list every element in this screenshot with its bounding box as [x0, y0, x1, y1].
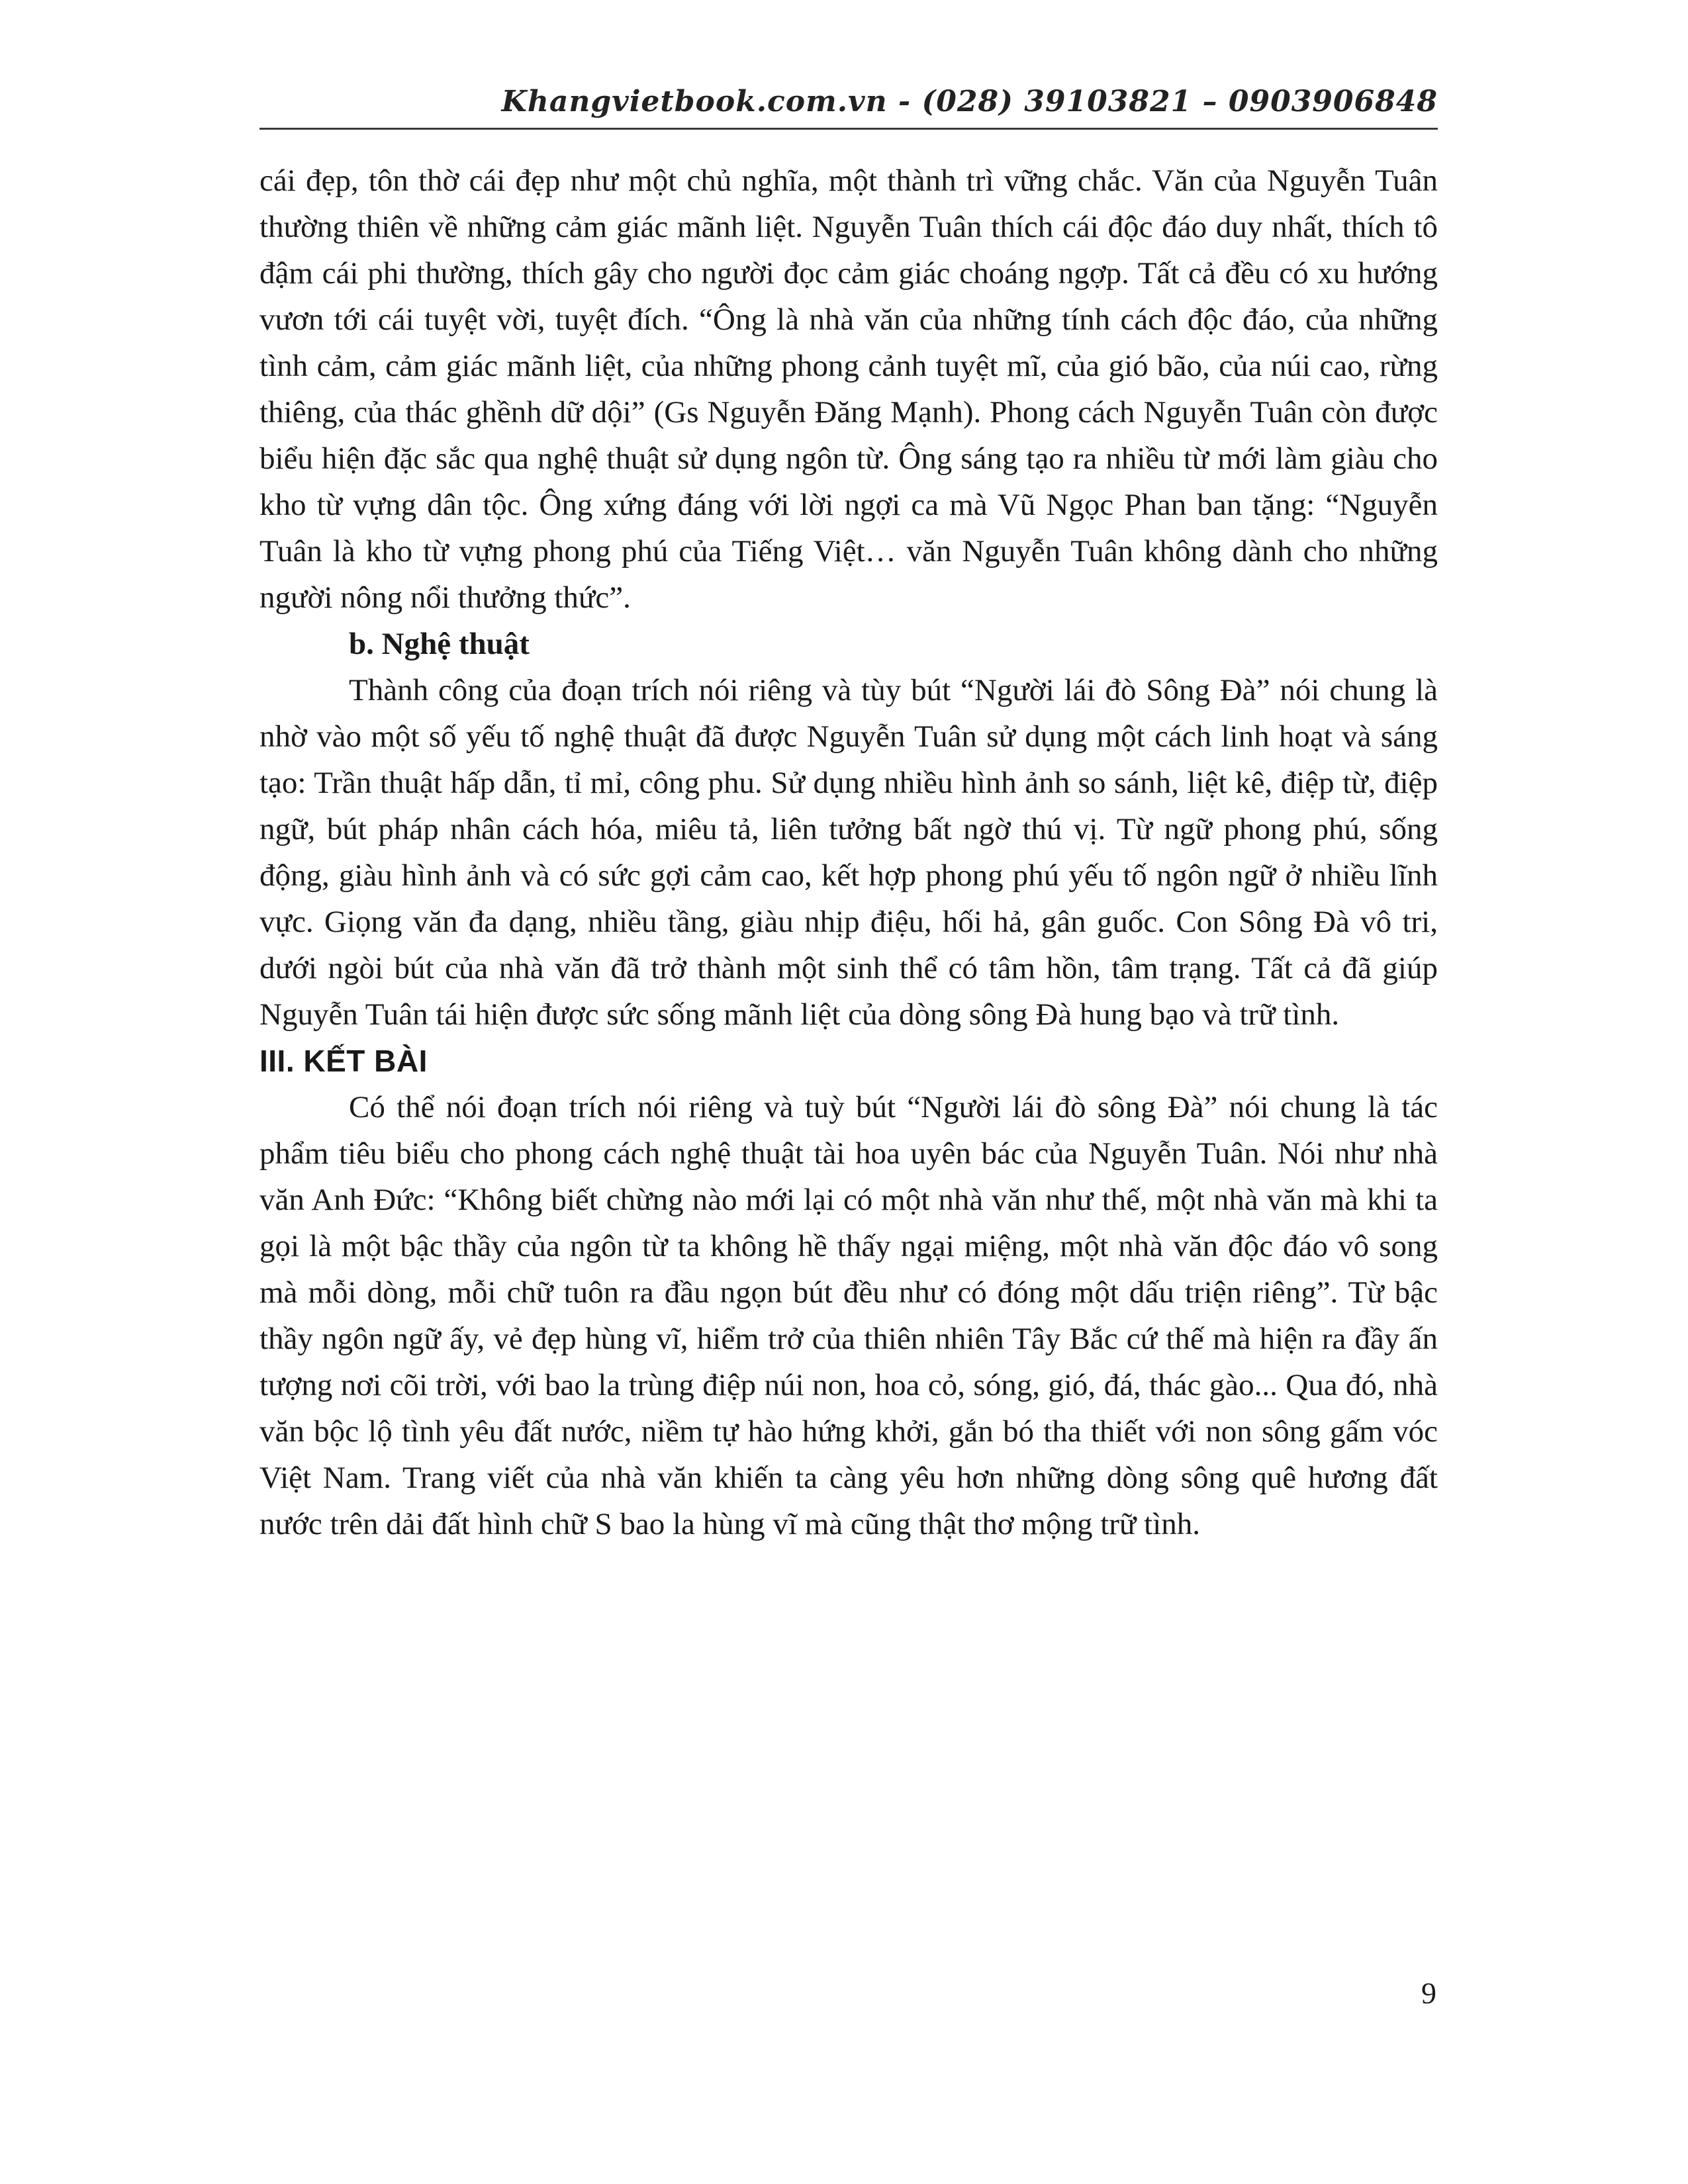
- paragraph-nghe-thuat: Thành công của đoạn trích nói riêng và tùy bút “Người lái đò Sông Đà” nói chung là nhờ vào một số yếu tố nghệ thuật đã được Nguyễn Tuân sử dụng một cách linh hoạt và sáng tạo: Trần thuật hấp dẫn, tỉ mỉ, công phu. Sử dụng nhiều hình ảnh so sánh, liệt kê, điệp từ, điệp ngữ, bút pháp nhân cách hóa, miêu tả, liên tưởng bất ngờ thú vị. Từ ngữ phong phú, sống động, giàu hình ảnh và có sức gợi cảm cao, kết hợp phong phú yếu tố ngôn ngữ ở nhiều lĩnh vực. Giọng văn đa dạng, nhiều tầng, giàu nhịp điệu, hối hả, gân guốc. Con Sông Đà vô tri, dưới ngòi bút của nhà văn đã trở thành một sinh thể có tâm hồn, tâm trạng. Tất cả đã giúp Nguyễn Tuân tái hiện được sức sống mãnh liệt của dòng sông Đà hung bạo và trữ tình.: [259, 673, 1438, 1032]
- paragraph-ket-bai: Có thể nói đoạn trích nói riêng và tuỳ bút “Người lái đò sông Đà” nói chung là tác phẩm tiêu biểu cho phong cách nghệ thuật tài hoa uyên bác của Nguyễn Tuân. Nói như nhà văn Anh Đức: “Không biết chừng nào mới lại có một nhà văn như thế, một nhà văn mà khi ta gọi là một bậc thầy của ngôn từ ta không hề thấy ngại miệng, một nhà văn độc đáo vô song mà mỗi dòng, mỗi chữ tuôn ra đầu ngọn bút đều như có đóng một dấu triện riêng”. Từ bậc thầy ngôn ngữ ấy, vẻ đẹp hùng vĩ, hiểm trở của thiên nhiên Tây Bắc cứ thế mà hiện ra đầy ấn tượng nơi cõi trời, với bao la trùng điệp núi non, hoa cỏ, sóng, gió, đá, thác gào... Qua đó, nhà văn bộc lộ tình yêu đất nước, niềm tự hào hứng khởi, gắn bó tha thiết với non sông gấm vóc Việt Nam. Trang viết của nhà văn khiến ta càng yêu hơn những dòng sông quê hương đất nước trên dải đất hình chữ S bao la hùng vĩ mà cũng thật thơ mộng trữ tình.: [259, 1090, 1438, 1541]
- body-text: [259, 158, 1438, 1547]
- page-number: 9: [1421, 1976, 1436, 2010]
- section-heading-nghe-thuat: b. Nghệ thuật: [349, 627, 530, 661]
- paragraph-phong-cach: cái đẹp, tôn thờ cái đẹp như một chủ nghĩa, một thành trì vững chắc. Văn của Nguyễn Tuân thường thiên về những cảm giác mãnh liệt. Nguyễn Tuân thích cái độc đáo duy nhất, thích tô đậm cái phi thường, thích gây cho người đọc cảm giác choáng ngợp. Tất cả đều có xu hướng vươn tới cái tuyệt vời, tuyệt đích. “Ông là nhà văn của những tính cách độc đáo, của những tình cảm, cảm giác mãnh liệt, của những phong cảnh tuyệt mĩ, của gió bão, của núi cao, rừng thiêng, của thác ghềnh dữ dội” (Gs Nguyễn Đăng Mạnh). Phong cách Nguyễn Tuân còn được biểu hiện đặc sắc qua nghệ thuật sử dụng ngôn từ. Ông sáng tạo ra nhiều từ mới làm giàu cho kho từ vựng dân tộc. Ông xứng đáng với lời ngợi ca mà Vũ Ngọc Phan ban tặng: “Nguyễn Tuân là kho từ vựng phong phú của Tiếng Việt… văn Nguyễn Tuân không dành cho những người nông nổi thưởng thức”.: [259, 163, 1438, 615]
- site-header: Khangvietbook.com.vn - (028) 39103821 – 0903906848: [259, 85, 1438, 130]
- section-heading-ket-bai: III. KẾT BÀI: [259, 1044, 428, 1078]
